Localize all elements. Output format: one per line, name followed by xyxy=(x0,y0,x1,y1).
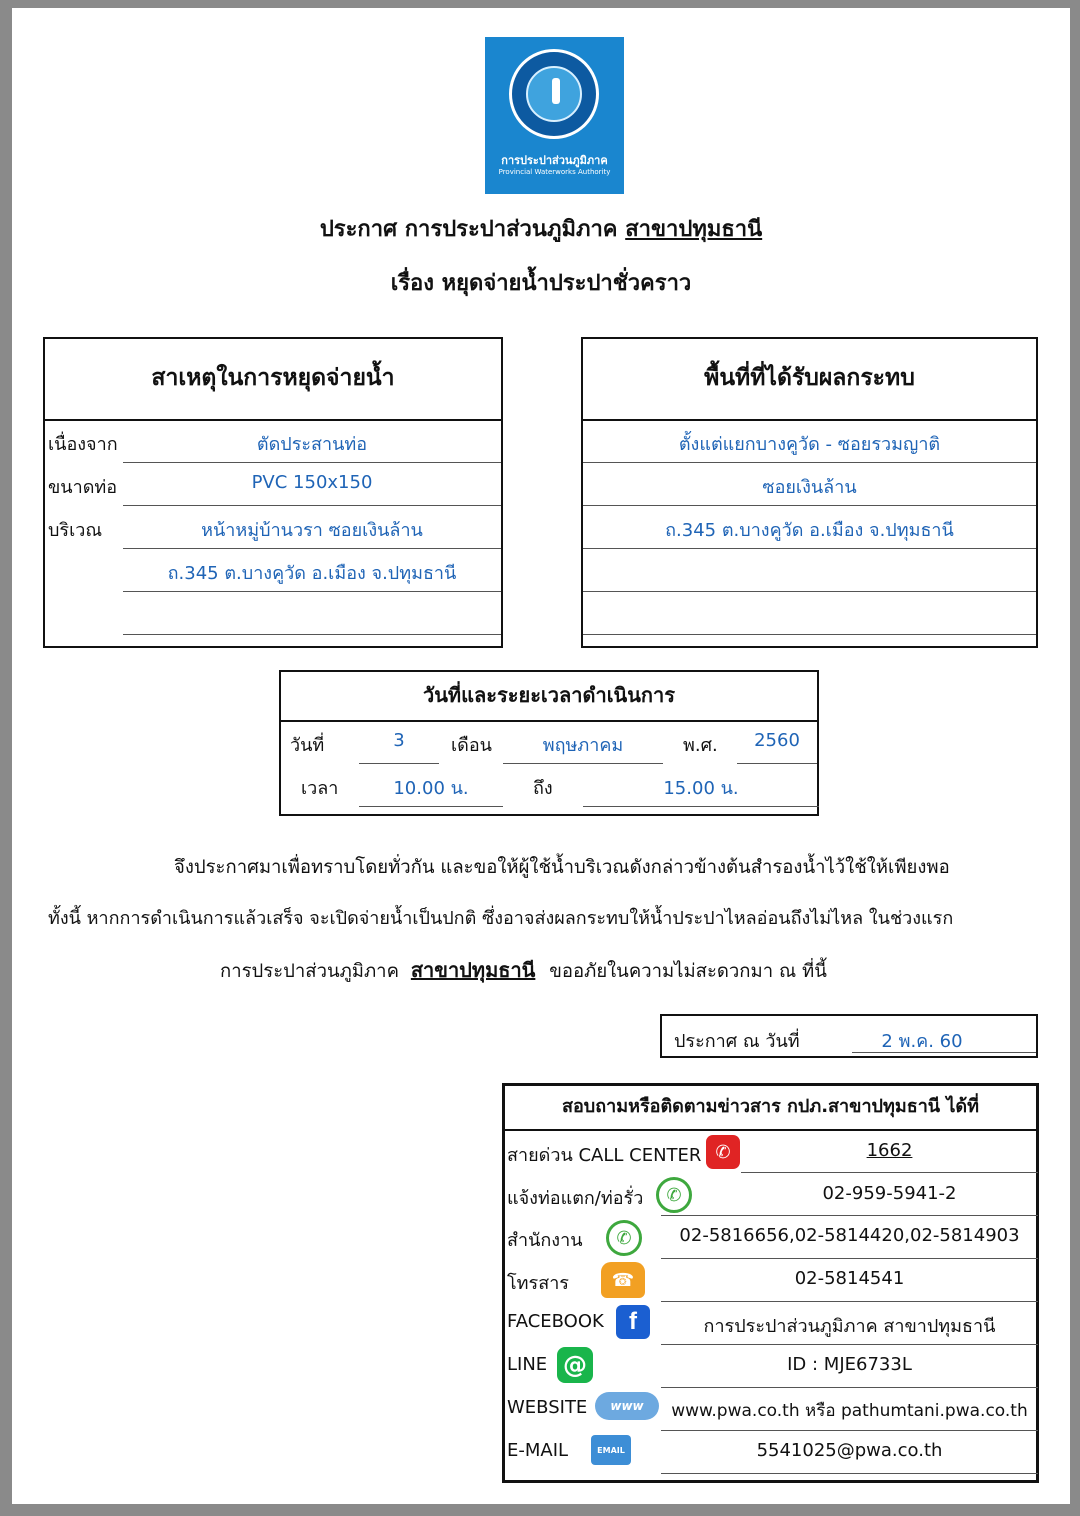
pipe-report-number: 02-959-5941-2 xyxy=(822,1183,957,1204)
schedule-heading: วันที่และระยะเวลาดำเนินการ xyxy=(281,672,817,722)
to-label: ถึง xyxy=(533,778,553,799)
announce-date-label: ประกาศ ณ วันที่ xyxy=(674,1031,800,1052)
cause-label-location: บริเวณ xyxy=(48,520,103,541)
time-label: เวลา xyxy=(301,778,339,799)
call-center-number[interactable]: 1662 xyxy=(866,1140,913,1161)
contact-label-email: E-MAIL xyxy=(507,1440,569,1461)
website-url[interactable]: www.pwa.co.th หรือ pathumtani.pwa.co.th xyxy=(671,1401,1028,1421)
cause-label-reason: เนื่องจาก xyxy=(48,434,118,455)
year-value: 2560 xyxy=(754,730,800,751)
day-label: วันที่ xyxy=(290,735,325,756)
cause-label-pipe-size: ขนาดท่อ xyxy=(48,477,118,498)
contact-label-office: สำนักงาน xyxy=(507,1230,583,1251)
facebook-page[interactable]: การประปาส่วนภูมิภาค สาขาปทุมธานี xyxy=(703,1316,996,1337)
contact-label-line: LINE xyxy=(507,1354,548,1375)
pwa-seal-icon xyxy=(509,49,599,139)
cause-heading: สาเหตุในการหยุดจ่ายน้ำ xyxy=(45,339,501,421)
time-to-value: 15.00 น. xyxy=(663,778,739,799)
contact-label-facebook: FACEBOOK xyxy=(507,1311,604,1332)
fax-icon: ☎ xyxy=(601,1262,645,1298)
notice-branch-name: สาขาปทุมธานี xyxy=(410,958,536,982)
contact-label-call-center: สายด่วน CALL CENTER xyxy=(507,1145,702,1166)
email-icon: EMAIL xyxy=(591,1435,631,1465)
notice-line-1: จึงประกาศมาเพื่อทราบโดยทั่วกัน และขอให้ผู้ใช้น้ำบริเวณดังกล่าวข้างต้นสำรองน้ำไว้ใช้ให้เพียงพอ xyxy=(174,857,950,878)
announcement-subject: เรื่อง หยุดจ่ายน้ำประปาชั่วคราว xyxy=(390,271,692,296)
affected-area-box xyxy=(581,337,1038,648)
cause-value-address: ถ.345 ต.บางคูวัด อ.เมือง จ.ปทุมธานี xyxy=(167,563,457,584)
contact-heading: สอบถามหรือติดตามข่าวสาร กปภ.สาขาปทุมธานี ได้ที่ xyxy=(505,1086,1036,1131)
contact-box xyxy=(502,1083,1039,1483)
area-row: ถ.345 ต.บางคูวัด อ.เมือง จ.ปทุมธานี xyxy=(665,520,954,541)
month-label: เดือน xyxy=(451,735,492,756)
cause-value-location: หน้าหมู่บ้านวรา ซอยเงินล้าน xyxy=(201,520,423,541)
line-id[interactable]: ID : MJE6733L xyxy=(787,1354,912,1375)
area-row: ซอยเงินล้าน xyxy=(762,477,857,498)
schedule-box xyxy=(279,670,819,816)
branch-name: สาขาปทุมธานี xyxy=(625,217,763,242)
month-value: พฤษภาคม xyxy=(542,735,624,756)
announcement-page xyxy=(12,8,1070,1504)
announce-date-value: 2 พ.ค. 60 xyxy=(881,1031,963,1052)
line-icon: @ xyxy=(557,1347,593,1383)
announce-date-box xyxy=(660,1014,1038,1058)
fax-number: 02-5814541 xyxy=(794,1268,905,1289)
phone-icon: ✆ xyxy=(606,1220,642,1256)
globe-icon: www xyxy=(595,1392,659,1420)
year-label: พ.ศ. xyxy=(683,735,718,756)
contact-label-website: WEBSITE xyxy=(507,1397,588,1418)
email-address[interactable]: 5541025@pwa.co.th xyxy=(756,1440,943,1461)
time-from-value: 10.00 น. xyxy=(393,778,469,799)
area-heading: พื้นที่ที่ได้รับผลกระทบ xyxy=(583,339,1036,421)
cause-box xyxy=(43,337,503,648)
phone-icon: ✆ xyxy=(656,1177,692,1213)
contact-label-pipe-report: แจ้งท่อแตก/ท่อรั่ว xyxy=(507,1188,644,1209)
area-row: ตั้งแต่แยกบางคูวัด - ซอยรวมญาติ xyxy=(678,434,941,455)
office-numbers: 02-5816656,02-5814420,02-5814903 xyxy=(679,1225,1020,1246)
contact-label-fax: โทรสาร xyxy=(507,1273,569,1294)
notice-line-2: ทั้งนี้ หากการดำเนินการแล้วเสร็จ จะเปิดจ่ายน้ำเป็นปกติ ซึ่งอาจส่งผลกระทบให้น้ำประปาไหลอ่อนถึงไม่ไหล ในช่วงแรก xyxy=(48,908,954,929)
phone-ringing-icon: ✆ xyxy=(706,1135,740,1169)
logo-name-th: การประปาส่วนภูมิภาค xyxy=(501,154,608,167)
cause-value-pipe-size: PVC 150x150 xyxy=(251,472,373,493)
announcement-title: ประกาศ การประปาส่วนภูมิภาค สาขาปทุมธานี xyxy=(319,217,763,242)
logo-name-en: Provincial Waterworks Authority xyxy=(498,168,611,176)
day-value: 3 xyxy=(393,730,405,751)
cause-value-reason: ตัดประสานท่อ xyxy=(256,434,368,455)
facebook-icon: f xyxy=(616,1305,650,1339)
pwa-logo xyxy=(485,37,624,194)
notice-line-3: การประปาส่วนภูมิภาค สาขาปทุมธานี ขออภัยในความไม่สะดวกมา ณ ที่นี้ xyxy=(220,958,827,982)
